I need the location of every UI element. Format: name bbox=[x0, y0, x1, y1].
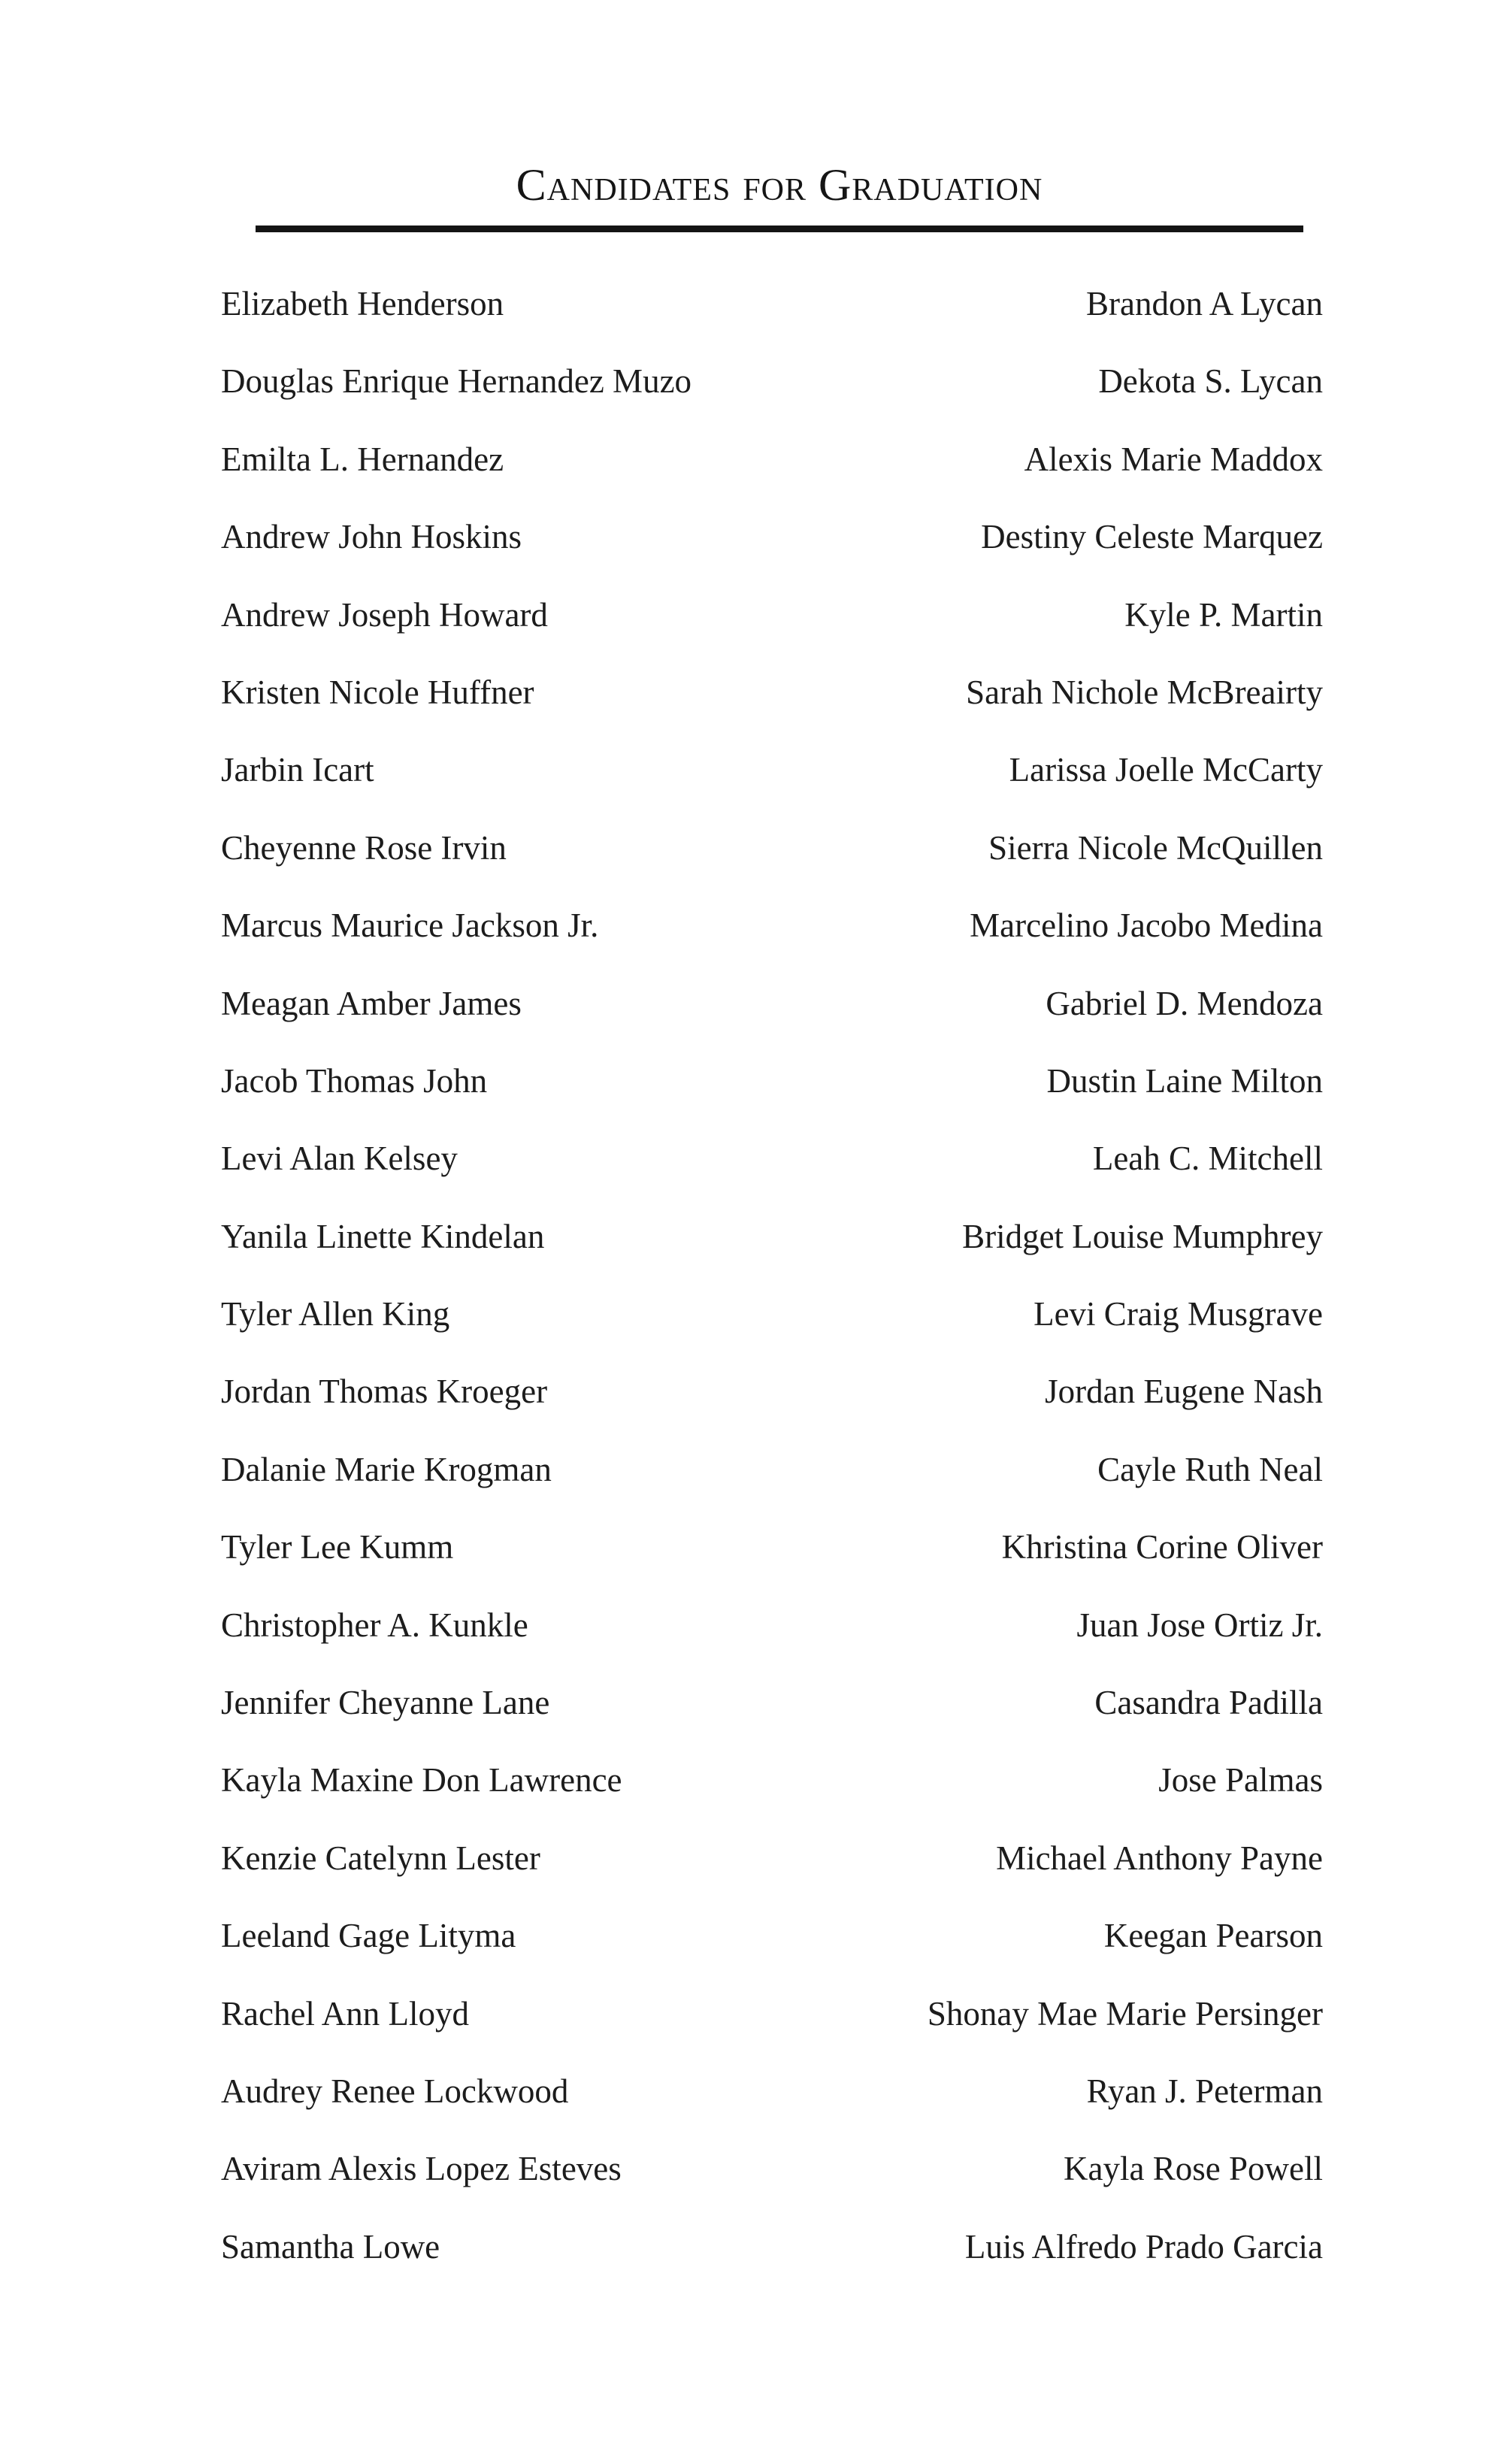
graduate-name: Elizabeth Henderson bbox=[221, 285, 504, 322]
graduate-name: Douglas Enrique Hernandez Muzo bbox=[221, 362, 692, 401]
graduate-name: Rachel Ann Lloyd bbox=[221, 1994, 469, 2033]
graduate-name: Cayle Ruth Neal bbox=[1097, 1450, 1323, 1488]
graduate-name: Tyler Lee Kumm bbox=[221, 1528, 454, 1566]
graduate-name: Sierra Nicole McQuillen bbox=[988, 828, 1323, 867]
graduate-name: Keegan Pearson bbox=[1103, 1917, 1323, 1955]
graduate-name: Levi Alan Kelsey bbox=[221, 1140, 458, 1178]
graduate-name: Dekota S. Lycan bbox=[1098, 362, 1323, 401]
names-column-right bbox=[827, 277, 1323, 2297]
graduate-name: Jose Palmas bbox=[1158, 1761, 1323, 1800]
graduate-name: Dalanie Marie Krogman bbox=[221, 1450, 552, 1488]
page-title: Candidates for Graduation bbox=[516, 160, 1043, 210]
graduate-name: Christopher A. Kunkle bbox=[221, 1606, 528, 1644]
graduate-name: Casandra Padilla bbox=[1094, 1684, 1323, 1722]
graduate-name: Sarah Nichole McBreairty bbox=[966, 673, 1323, 711]
graduate-name: Samantha Lowe bbox=[221, 2227, 440, 2266]
graduate-name: Michael Anthony Payne bbox=[996, 1839, 1323, 1877]
graduate-name: Leah C. Mitchell bbox=[1092, 1140, 1323, 1178]
graduate-name: Audrey Renee Lockwood bbox=[221, 2072, 569, 2110]
graduate-name: Khristina Corine Oliver bbox=[1001, 1528, 1323, 1566]
graduate-name: Juan Jose Ortiz Jr. bbox=[1076, 1606, 1323, 1644]
graduate-name: Jordan Thomas Kroeger bbox=[221, 1373, 548, 1411]
graduate-name: Shonay Mae Marie Persinger bbox=[927, 1994, 1323, 2033]
graduate-name: Andrew Joseph Howard bbox=[221, 595, 548, 634]
graduate-name: Marcelino Jacobo Medina bbox=[970, 907, 1323, 945]
graduate-name: Luis Alfredo Prado Garcia bbox=[964, 2227, 1323, 2266]
graduate-name: Kenzie Catelynn Lester bbox=[221, 1839, 540, 1877]
graduate-name: Destiny Celeste Marquez bbox=[981, 518, 1323, 556]
graduate-name: Brandon A Lycan bbox=[1086, 285, 1323, 322]
graduate-name: Andrew John Hoskins bbox=[221, 518, 522, 556]
graduate-name: Tyler Allen King bbox=[221, 1295, 450, 1333]
graduate-name: Kayla Maxine Don Lawrence bbox=[221, 1761, 622, 1800]
graduate-name: Yanila Linette Kindelan bbox=[221, 1217, 545, 1255]
graduate-name: Leeland Gage Lityma bbox=[221, 1917, 516, 1955]
graduate-name: Jennifer Cheyanne Lane bbox=[221, 1684, 550, 1722]
graduate-name: Emilta L. Hernandez bbox=[221, 440, 504, 478]
graduate-name: Jacob Thomas John bbox=[221, 1061, 488, 1100]
graduate-name: Aviram Alexis Lopez Esteves bbox=[221, 2150, 622, 2188]
graduate-name: Cheyenne Rose Irvin bbox=[221, 828, 507, 867]
graduate-name: Meagan Amber James bbox=[221, 984, 522, 1022]
graduate-name: Jarbin Icart bbox=[221, 751, 374, 789]
graduate-name: Gabriel D. Mendoza bbox=[1046, 984, 1323, 1022]
graduate-name: Kyle P. Martin bbox=[1124, 595, 1323, 634]
graduate-name: Ryan J. Peterman bbox=[1086, 2072, 1323, 2110]
graduate-name: Kristen Nicole Huffner bbox=[221, 673, 534, 711]
graduate-name: Bridget Louise Mumphrey bbox=[962, 1217, 1323, 1255]
graduate-name: Larissa Joelle McCarty bbox=[1009, 751, 1323, 789]
graduate-name: Dustin Laine Milton bbox=[1046, 1061, 1323, 1100]
graduate-name: Jordan Eugene Nash bbox=[1045, 1373, 1323, 1411]
names-column-left bbox=[221, 277, 897, 2297]
graduate-name: Levi Craig Musgrave bbox=[1033, 1295, 1323, 1333]
graduate-name: Marcus Maurice Jackson Jr. bbox=[221, 907, 599, 945]
graduate-name: Kayla Rose Powell bbox=[1064, 2150, 1323, 2188]
graduate-name: Alexis Marie Maddox bbox=[1024, 440, 1323, 478]
title-rule bbox=[256, 226, 1303, 232]
